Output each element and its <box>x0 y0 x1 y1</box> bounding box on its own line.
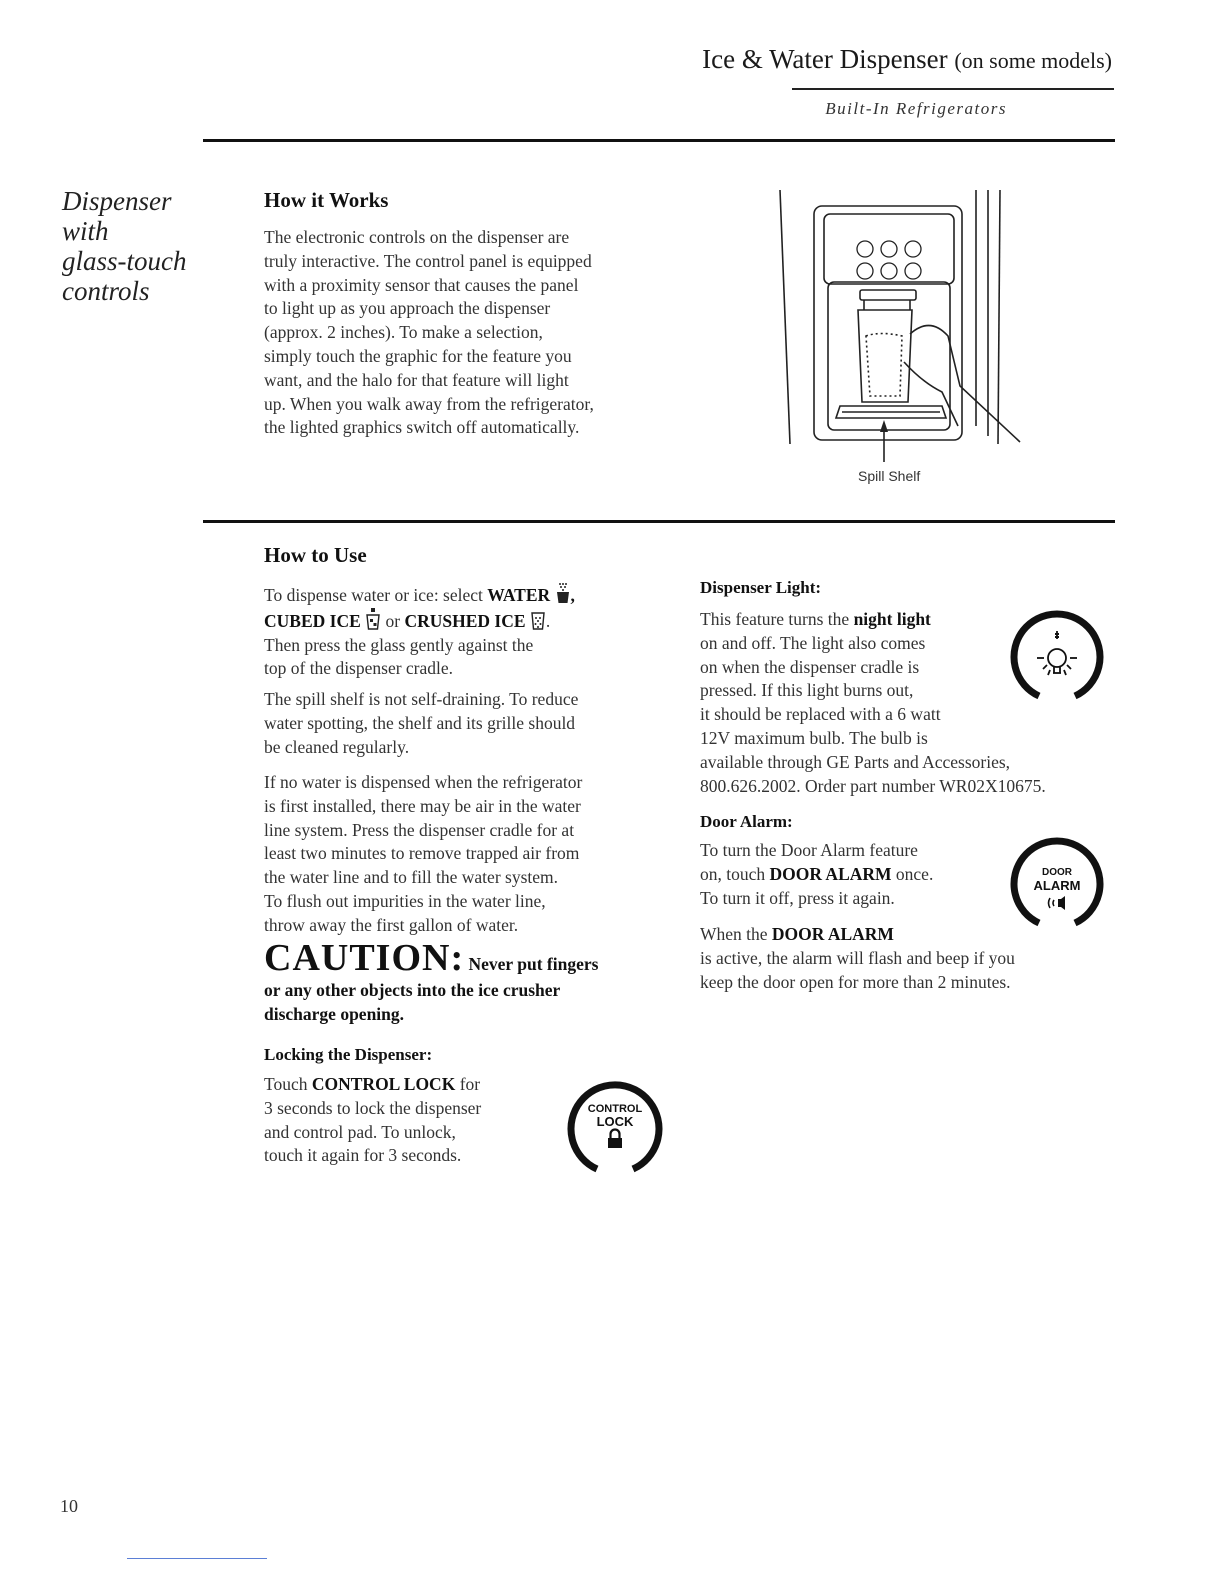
text-line: the lighted graphics switch off automatically. <box>264 417 580 438</box>
spill-shelf-label: Spill Shelf <box>858 468 921 484</box>
door-alarm-label: DOOR ALARM <box>769 863 892 884</box>
text-line: for <box>455 1074 481 1094</box>
punctuation: . <box>545 610 551 631</box>
spill-shelf-text <box>264 688 578 759</box>
text-line: top of the dispenser cradle. <box>264 658 454 679</box>
caution-word: CAUTION: <box>264 937 465 979</box>
section-title-line: glass-touch <box>62 246 187 276</box>
text-line: keep the door open for more than 2 minutes. <box>700 971 1011 992</box>
text-line: throw away the first gallon of water. <box>264 914 519 935</box>
text-line: truly interactive. The control panel is equipped <box>264 250 592 271</box>
text-line: line system. Press the dispenser cradle for at <box>264 819 575 840</box>
how-to-use-heading: How to Use <box>264 543 367 567</box>
door-alarm-label: DOOR ALARM <box>771 924 894 944</box>
text-line: on and off. The light also comes <box>700 632 926 653</box>
mid-divider <box>203 520 1115 523</box>
door-alarm-text <box>700 839 933 910</box>
text-line: simply touch the graphic for the feature you <box>264 345 572 366</box>
dispenser-illustration <box>770 186 1030 466</box>
caution-text: or any other objects into the ice crusher <box>264 980 561 1000</box>
text-line: or <box>381 610 405 631</box>
text-line: be cleaned regularly. <box>264 736 410 757</box>
door-alarm-badge-text: ALARM <box>1033 878 1081 893</box>
cubed-ice-icon <box>365 608 381 630</box>
text-line: it should be replaced with a 6 watt <box>700 704 941 725</box>
text-line: If no water is dispensed when the refrigerator <box>264 772 583 792</box>
locking-text <box>264 1073 481 1168</box>
text-line: The electronic controls on the dispenser are <box>264 227 570 247</box>
text-line: 12V maximum bulb. The bulb is <box>700 727 928 748</box>
text-line: To turn it off, press it again. <box>700 887 895 908</box>
door-alarm-heading: Door Alarm: <box>700 812 793 831</box>
text-line: with a proximity sensor that causes the panel <box>264 274 579 295</box>
water-label: WATER <box>487 585 551 605</box>
text-line: least two minutes to remove trapped air from <box>264 843 580 864</box>
text-line: is active, the alarm will flash and beep if you <box>700 947 1015 968</box>
header-title-suffix: (on some models) <box>954 48 1112 73</box>
text-line: touch it again for 3 seconds. <box>264 1145 462 1166</box>
caution-text: discharge opening. <box>264 1004 405 1024</box>
water-icon <box>555 582 571 604</box>
how-to-use-intro <box>264 582 575 681</box>
control-lock-label: CONTROL LOCK <box>311 1074 456 1094</box>
top-divider <box>203 139 1115 142</box>
text-line: To turn the Door Alarm feature <box>700 840 918 860</box>
text-line: is first installed, there may be air in the water <box>264 795 581 816</box>
section-title-line: Dispenser <box>62 186 172 216</box>
control-lock-badge-text: LOCK <box>596 1114 634 1129</box>
punctuation: , <box>570 585 575 605</box>
text-line: 3 seconds to lock the dispenser <box>264 1097 482 1118</box>
caution-block <box>264 937 599 1026</box>
text-line: water spotting, the shelf and its grille should <box>264 712 576 733</box>
section-title <box>62 186 202 306</box>
text-line: 800.626.2002. Order part number WR02X10675. <box>700 775 1046 796</box>
caution-text: Never put fingers <box>464 954 599 974</box>
text-line: on when the dispenser cradle is <box>700 656 920 677</box>
section-title-line: controls <box>62 276 150 306</box>
page-header-title <box>702 44 1112 75</box>
text-line: the water line and to fill the water system. <box>264 867 559 888</box>
text-line: Touch <box>264 1074 312 1094</box>
crushed-ice-icon <box>530 608 546 630</box>
text-line: (approx. 2 inches). To make a selection, <box>264 322 543 343</box>
air-in-line-text <box>264 771 582 938</box>
night-light-label: night light <box>853 609 931 629</box>
text-line: to light up as you approach the dispenser <box>264 298 551 319</box>
text-line: The spill shelf is not self-draining. To reduce <box>264 689 579 709</box>
text-line: pressed. If this light burns out, <box>700 680 914 701</box>
text-line: This feature turns the <box>700 609 854 629</box>
text-line: on, touch <box>700 863 770 884</box>
page-number: 10 <box>60 1496 78 1516</box>
header-rule <box>792 88 1114 90</box>
text-line: and control pad. To unlock, <box>264 1121 456 1142</box>
control-lock-icon <box>567 1080 663 1176</box>
text-line: available through GE Parts and Accessories, <box>700 751 1011 772</box>
control-lock-badge-text: CONTROL <box>587 1103 643 1115</box>
dispenser-light-heading: Dispenser Light: <box>700 578 822 597</box>
how-it-works-text <box>264 226 594 440</box>
header-title: Ice & Water Dispenser <box>702 44 948 74</box>
door-alarm-active-text <box>700 923 1015 994</box>
light-bulb-icon <box>1010 609 1104 703</box>
text-line: want, and the halo for that feature will light <box>264 369 569 390</box>
text-line: once. <box>891 863 934 884</box>
dispenser-light-text <box>700 608 1046 798</box>
crushed-ice-label: CRUSHED ICE <box>404 610 526 631</box>
text-line: Then press the glass gently against the <box>264 634 534 655</box>
door-alarm-icon <box>1010 836 1104 930</box>
text-line: When the <box>700 924 772 944</box>
section-title-line: with <box>62 216 109 246</box>
locking-heading: Locking the Dispenser: <box>264 1045 433 1064</box>
how-it-works-heading: How it Works <box>264 188 389 212</box>
text-line: To dispense water or ice: select <box>264 585 488 605</box>
header-subtitle: Built-In Refrigerators <box>825 99 1007 118</box>
text-line: To flush out impurities in the water line, <box>264 890 546 911</box>
text-line: up. When you walk away from the refrigerator, <box>264 393 594 414</box>
door-alarm-badge-text: DOOR <box>1042 867 1072 878</box>
cubed-ice-label: CUBED ICE <box>264 610 361 631</box>
footer-line <box>127 1558 267 1559</box>
